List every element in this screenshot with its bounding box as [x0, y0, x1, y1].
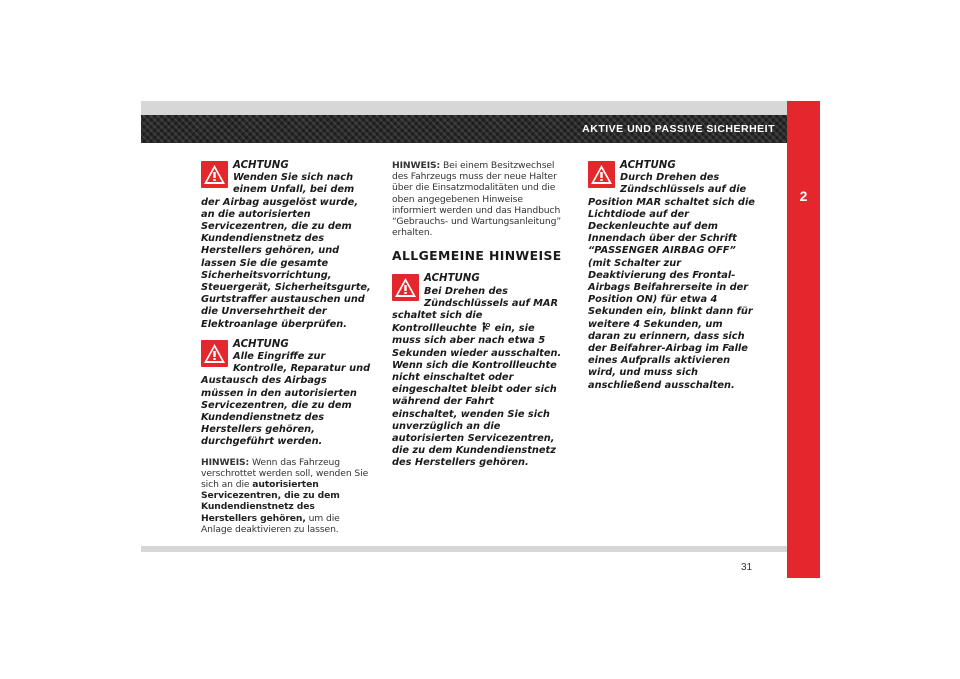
- note-text: Wenn das Fahrzeug verschrottet werden soll, wenden Sie sich an die: [201, 456, 369, 491]
- warning-title: ACHTUNG: [233, 160, 289, 171]
- warning-triangle-icon: [201, 161, 228, 188]
- warning-triangle-icon: [201, 340, 228, 367]
- warning-text: Durch Drehen des Zündschlüssels auf die Position MAR schaltet sich die Lichtdiode auf der Deckenleuchte auf dem Innendach über der Schrift “PASSENGER AIRBAG OFF” (mit Schalter zur Deaktivierung des Frontal-Airbags Beifahrerseite in der Position ON) für etwa 4 Sekunden ein, blinkt dann für weitere 4 Sekunden, um daran zu erinnern, dass sich der Beifahrer-Airbag im Falle eines Aufpralls aktivieren wird, und muss sich anschließend ausschalten.: [588, 172, 755, 391]
- note-block: [392, 160, 562, 238]
- section-title: AKTIVE UND PASSIVE SICHERHEIT: [582, 123, 775, 135]
- warning-block: [588, 160, 758, 392]
- column-2: [392, 160, 562, 478]
- column-3: [588, 160, 758, 400]
- note-text-bold: autorisierten Servicezentren, die zu dem Kundendienstnetz des Herstellers gehören,: [201, 479, 340, 524]
- page-number: 31: [741, 562, 753, 573]
- note-block: [201, 457, 371, 535]
- warning-block: [392, 273, 562, 469]
- warning-title: ACHTUNG: [233, 338, 289, 350]
- note-text: um die Anlage deaktivieren zu lassen.: [201, 512, 340, 535]
- note-label: HINWEIS:: [201, 456, 250, 468]
- warning-text: ein, sie muss sich aber nach etwa 5 Sekunden wieder ausschalten. Wenn sich die Kontrollleuchte nicht einschaltet oder eingeschaltet bleibt oder sich während der Fahrt einschaltet, wenden Sie sich unverzüglich an die autorisierten Servicezentren, die zu dem Kundendienstnetz des Herstellers gehören.: [392, 323, 562, 469]
- chapter-tab: [787, 101, 820, 578]
- airbag-warning-icon: [481, 322, 490, 332]
- warning-text: Bei Drehen des Zündschlüssels auf MAR schaltet sich die Kontrollleuchte: [392, 285, 559, 335]
- footer-gray-band: [141, 546, 787, 552]
- header-gray-band: [141, 101, 787, 115]
- warning-block: [201, 160, 371, 331]
- note-text: Bei einem Besitzwechsel des Fahrzeugs muss der neue Halter über die Einsatzmodalitäten und die oben angegebenen Hinweise informiert werden und das Handbuch “Gebrauchs- und Wartungsanleitung” erhalten.: [392, 160, 561, 239]
- warning-text: Alle Eingriffe zur Kontrolle, Reparatur und Austausch des Airbags müssen in den autorisierten Servicezentren, die zu dem Kundendienstnetz des Herstellers gehören, durchgeführt werden.: [201, 351, 371, 448]
- warning-triangle-icon: [392, 274, 419, 301]
- note-label: HINWEIS:: [392, 160, 441, 171]
- chapter-number: 2: [799, 188, 808, 204]
- section-heading: ALLGEMEINE HINWEISE: [392, 248, 562, 264]
- warning-text: Wenden Sie sich nach einem Unfall, bei dem der Airbag ausgelöst wurde, an die autorisierten Servicezentren, die zu dem Kundendienstnetz des Herstellers gehören, und lassen Sie die gesamte Sicherheitsvorrichtung, Steuergerät, Sicherheitsgurte, Gurtstraffer austauschen und die Unversehrtheit der Elektroanlage überprüfen.: [201, 172, 371, 330]
- warning-block: [201, 339, 371, 449]
- column-1: [201, 160, 371, 545]
- warning-triangle-icon: [588, 161, 615, 188]
- warning-title: ACHTUNG: [620, 160, 676, 171]
- warning-title: ACHTUNG: [424, 273, 480, 285]
